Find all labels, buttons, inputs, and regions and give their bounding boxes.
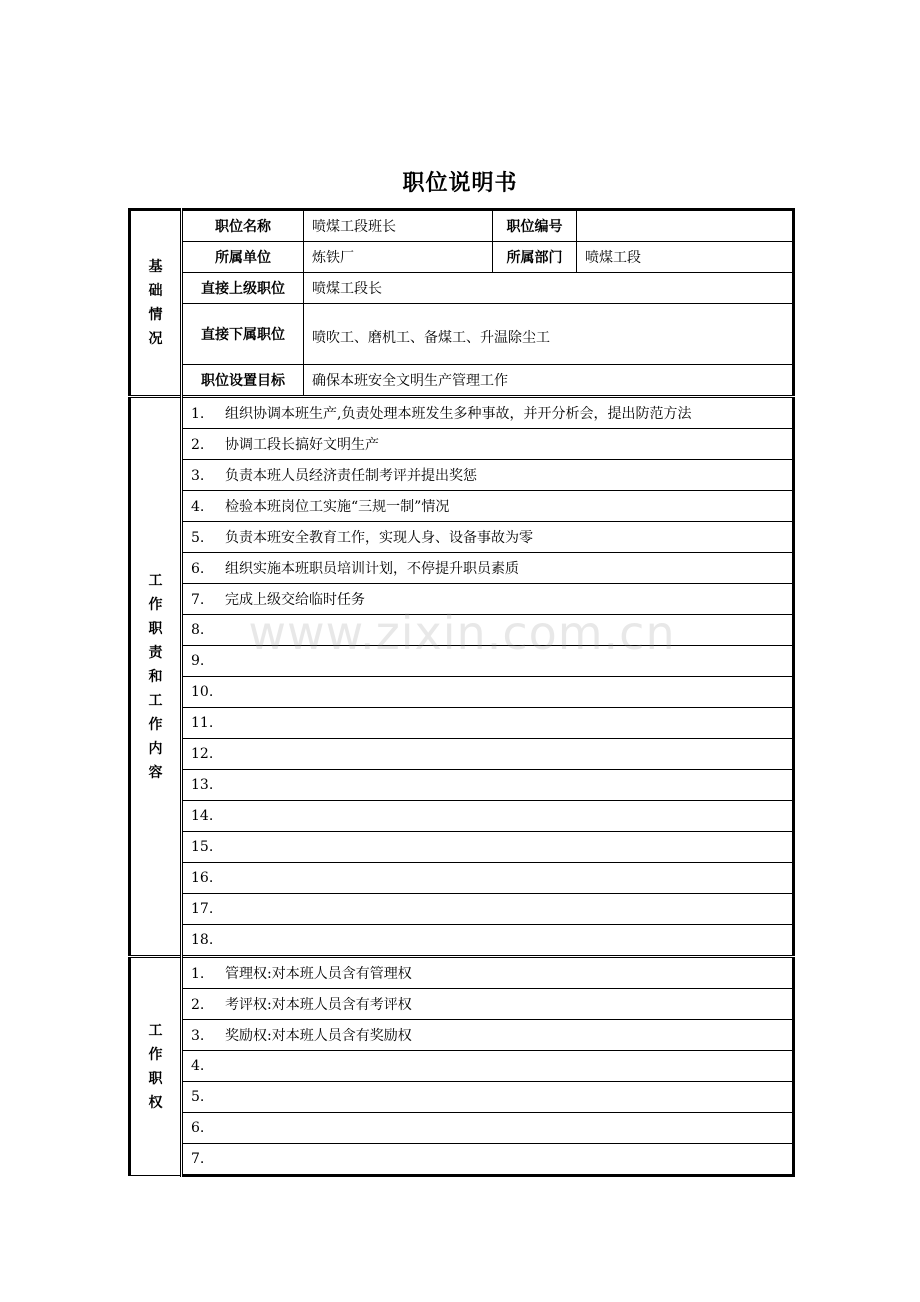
duty-row-cell: [182, 925, 794, 957]
duty-row-cell: [182, 801, 794, 832]
basic-section: [130, 210, 794, 397]
page-title: 职位说明书: [402, 171, 518, 196]
goal-label: 职位设置目标: [182, 365, 304, 397]
item-text: 协调工段长搞好文明生产: [225, 437, 379, 453]
duty-row: [130, 491, 794, 522]
subordinate-value: 喷吹工、磨机工、备煤工、升温除尘工: [304, 304, 794, 365]
item-number: 2.: [191, 997, 205, 1013]
dept-value: 喷煤工段: [577, 242, 794, 273]
duty-row: [130, 397, 794, 429]
item-number: 11.: [191, 715, 214, 731]
authority-row-cell: [182, 989, 794, 1020]
duty-row: [130, 460, 794, 491]
basic-section-label: 基础情况: [130, 210, 182, 397]
duty-row: [130, 925, 794, 957]
duty-row-cell: [182, 832, 794, 863]
superior-label: 直接上级职位: [182, 273, 304, 304]
duty-row-cell: [182, 770, 794, 801]
authority-row-cell: [182, 1082, 794, 1113]
item-number: 7.: [191, 1151, 205, 1167]
authority-row-cell: [182, 1113, 794, 1144]
duty-row-cell: [182, 553, 794, 584]
item-number: 1.: [191, 406, 205, 422]
item-text: 管理权:对本班人员含有管理权: [225, 966, 412, 982]
duty-row: [130, 739, 794, 770]
unit-label: 所属单位: [182, 242, 304, 273]
authority-section-label: 工作职权: [130, 957, 182, 1176]
item-text: 检验本班岗位工实施“三规一制”情况: [225, 499, 450, 515]
duty-row: [130, 832, 794, 863]
item-number: 5.: [191, 1089, 205, 1105]
authority-row: [130, 1051, 794, 1082]
item-text: 负责本班人员经济责任制考评并提出奖惩: [225, 468, 477, 484]
authority-row: [130, 1144, 794, 1176]
duty-row: [130, 429, 794, 460]
duty-row-cell: [182, 615, 794, 646]
duty-row-cell: [182, 894, 794, 925]
item-number: 4.: [191, 499, 205, 515]
authority-row-cell: [182, 957, 794, 989]
item-number: 13.: [191, 777, 214, 793]
duty-row: [130, 553, 794, 584]
watermark: www.zixin.com.cn: [248, 606, 676, 660]
duty-row-cell: [182, 708, 794, 739]
duty-row: [130, 863, 794, 894]
item-text: 负责本班安全教育工作，实现人身、设备事故为零: [225, 530, 533, 546]
duty-row-cell: [182, 397, 794, 429]
item-number: 14.: [191, 808, 214, 824]
authority-row: [130, 989, 794, 1020]
duty-row-cell: [182, 522, 794, 553]
duty-row-cell: [182, 863, 794, 894]
item-number: 10.: [191, 684, 214, 700]
job-description-table: [128, 208, 795, 1177]
position-name-value: 喷煤工段班长: [304, 210, 493, 242]
item-number: 4.: [191, 1058, 205, 1074]
duty-row: [130, 708, 794, 739]
duty-row: [130, 615, 794, 646]
position-code-label: 职位编号: [493, 210, 577, 242]
duty-row-cell: [182, 491, 794, 522]
position-code-value: [577, 210, 794, 242]
item-number: 1.: [191, 966, 205, 982]
authority-row: [130, 957, 794, 989]
authority-row-cell: [182, 1051, 794, 1082]
item-text: 完成上级交给临时任务: [225, 592, 365, 608]
duty-row: [130, 646, 794, 677]
item-number: 17.: [191, 901, 214, 917]
goal-value: 确保本班安全文明生产管理工作: [304, 365, 794, 397]
duty-row: [130, 801, 794, 832]
duty-row: [130, 677, 794, 708]
item-number: 12.: [191, 746, 214, 762]
item-text: 组织协调本班生产,负责处理本班发生多种事故，并开分析会，提出防范方法: [225, 406, 692, 422]
item-number: 6.: [191, 1120, 205, 1136]
duty-row-cell: [182, 429, 794, 460]
duty-row: [130, 894, 794, 925]
item-number: 6.: [191, 561, 205, 577]
duty-row-cell: [182, 460, 794, 491]
item-number: 3.: [191, 468, 205, 484]
item-text: 考评权:对本班人员含有考评权: [225, 997, 412, 1013]
duty-row-cell: [182, 739, 794, 770]
item-number: 15.: [191, 839, 214, 855]
duty-row-cell: [182, 646, 794, 677]
item-number: 9.: [191, 653, 205, 669]
item-number: 16.: [191, 870, 214, 886]
position-name-label: 职位名称: [182, 210, 304, 242]
duties-section-label: 工作职责和工作内容: [130, 397, 182, 957]
authority-row-cell: [182, 1020, 794, 1051]
authority-row: [130, 1082, 794, 1113]
item-number: 18.: [191, 932, 214, 948]
item-number: 5.: [191, 530, 205, 546]
item-number: 7.: [191, 592, 205, 608]
subordinate-label: 直接下属职位: [182, 304, 304, 365]
item-number: 3.: [191, 1028, 205, 1044]
authority-row: [130, 1113, 794, 1144]
duty-row: [130, 522, 794, 553]
unit-value: 炼铁厂: [304, 242, 493, 273]
authority-row: [130, 1020, 794, 1051]
duties-section: [130, 397, 794, 957]
duty-row: [130, 770, 794, 801]
item-text: 奖励权:对本班人员含有奖励权: [225, 1028, 412, 1044]
duty-row-cell: [182, 584, 794, 615]
dept-label: 所属部门: [493, 242, 577, 273]
duty-row: [130, 584, 794, 615]
authority-section: [130, 957, 794, 1176]
item-number: 8.: [191, 622, 205, 638]
authority-row-cell: [182, 1144, 794, 1176]
duty-row-cell: [182, 677, 794, 708]
item-text: 组织实施本班职员培训计划，不停提升职员素质: [225, 561, 519, 577]
item-number: 2.: [191, 437, 205, 453]
superior-value: 喷煤工段长: [304, 273, 794, 304]
